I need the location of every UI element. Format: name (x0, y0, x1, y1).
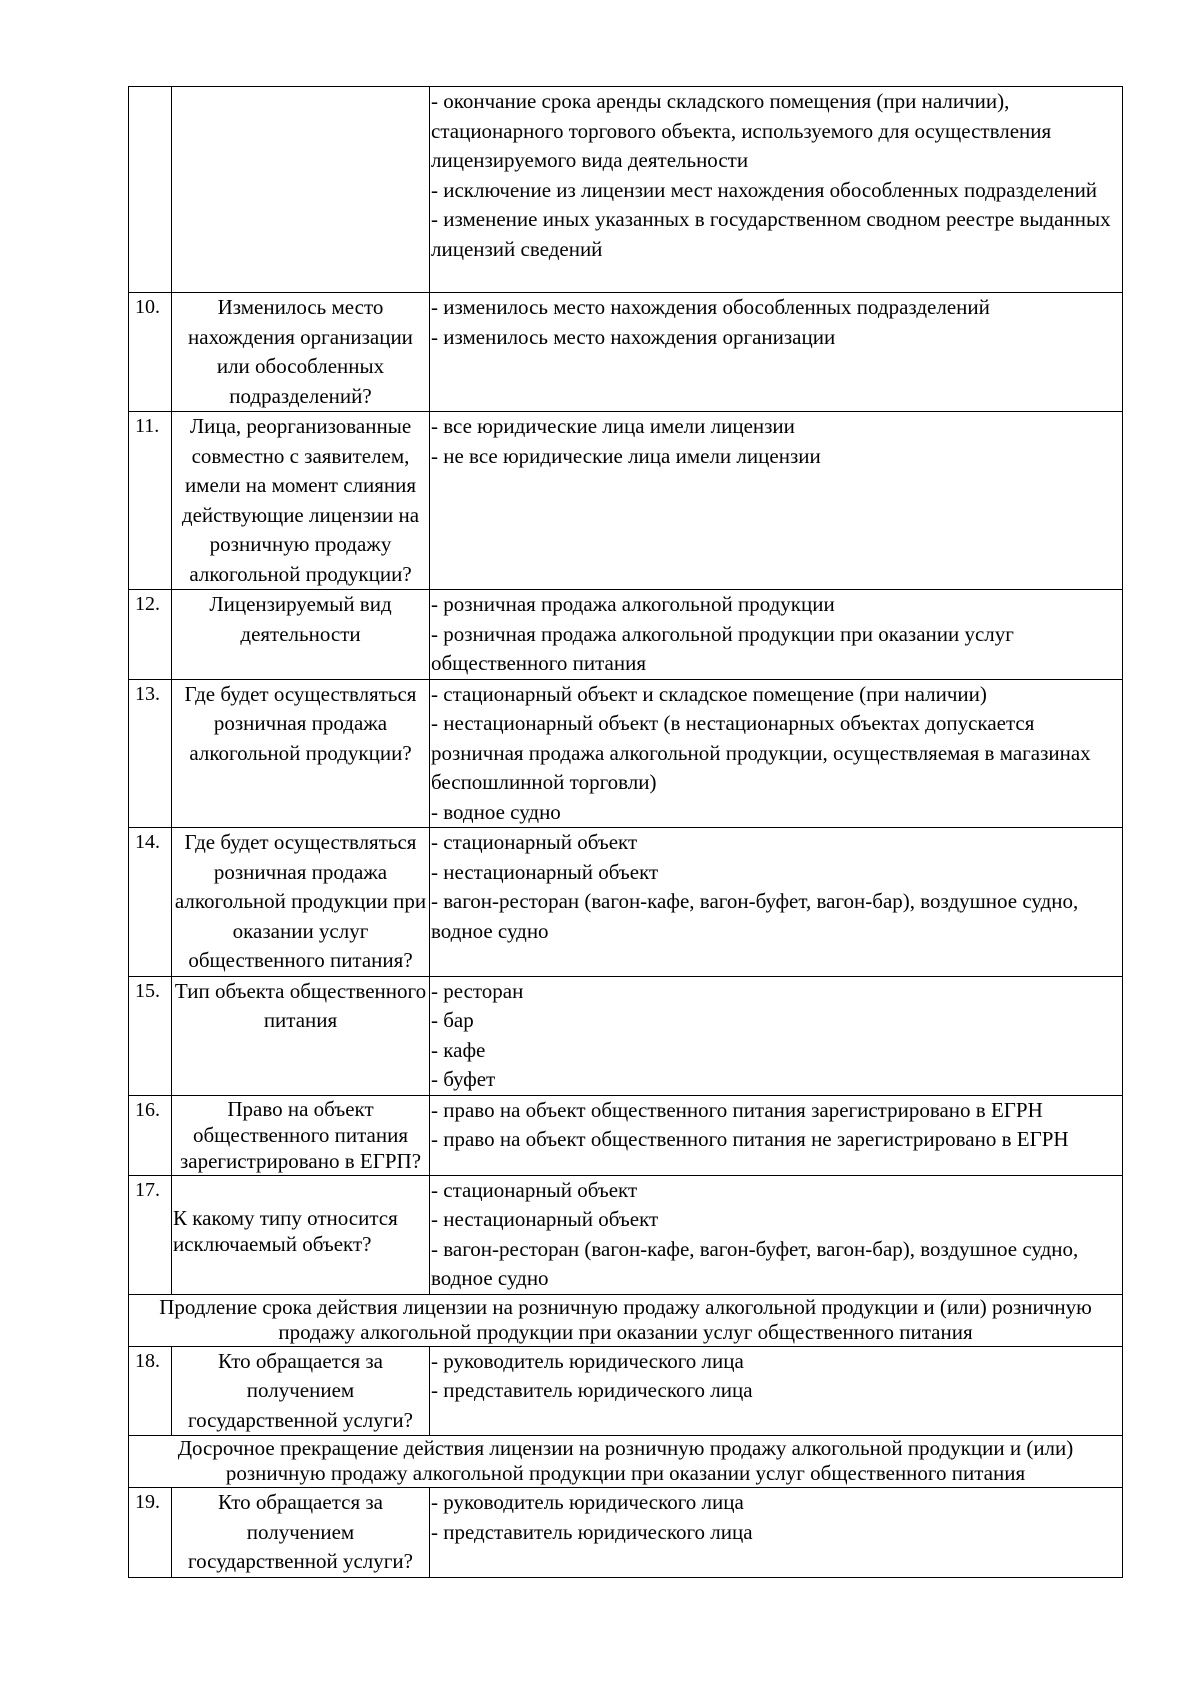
row-number: 13. (129, 679, 172, 828)
answer-option: - все юридические лица имели лицензии (431, 414, 795, 438)
answer-option: - представитель юридического лица (431, 1519, 753, 1544)
question-cell (172, 87, 430, 293)
table-row (129, 1488, 1123, 1578)
question-cell (172, 1175, 430, 1294)
question-cell: Кто обращается за получением государственной услуги? (172, 1488, 430, 1578)
answers-cell (430, 679, 1123, 828)
section-heading: Продление срока действия лицензии на розничную продажу алкогольной продукции и (или) розничную продажу алкогольной продукции при оказании услуг общественного питания (129, 1294, 1123, 1346)
question-cell (172, 1095, 430, 1175)
answers-cell (430, 590, 1123, 680)
answers-cell (430, 1488, 1123, 1578)
question-cell: Тип объекта общественного питания (172, 976, 430, 1095)
answer-option: - изменение иных указанных в государственном сводном реестре выданных лицензий сведений (431, 207, 1111, 261)
answers-cell (430, 976, 1123, 1095)
question-cell: Лицензируемый вид деятельности (172, 590, 430, 680)
answer-option: - водное судно (431, 799, 561, 824)
row-number: 11. (129, 412, 172, 590)
answer-option: - кафе (431, 1037, 486, 1062)
table-row (129, 976, 1123, 1095)
answer-option: - не все юридические лица имели лицензии (431, 443, 821, 468)
row-number: 15. (129, 976, 172, 1095)
answer-option: - нестационарный объект (в нестационарных объектах допускается розничная продажа алкогольной продукции, осуществляемая в магазинах беспошлинной торговли) (431, 711, 1091, 794)
answer-option: - окончание срока аренды складского помещения (при наличии), стационарного торгового объекта, используемого для осуществления лицензируемого вида деятельности (431, 89, 1052, 172)
question-cell: Изменилось место нахождения организации или обособленных подразделений? (172, 293, 430, 412)
table-row (129, 679, 1123, 828)
answers-cell (430, 87, 1123, 293)
table-row (129, 590, 1123, 680)
question-text: К какому типу относится исключаемый объект? (173, 1205, 398, 1256)
answers-cell (430, 1346, 1123, 1436)
answer-option: - буфет (431, 1067, 496, 1091)
table-row (129, 828, 1123, 977)
row-number: 18. (129, 1346, 172, 1436)
section-heading: Досрочное прекращение действия лицензии на розничную продажу алкогольной продукции и (или) розничную продажу алкогольной продукции при оказании услуг общественного питания (129, 1436, 1123, 1488)
row-number: 14. (129, 828, 172, 977)
question-cell: Где будет осуществляться розничная продажа алкогольной продукции? (172, 679, 430, 828)
table-row (129, 293, 1123, 412)
answer-option: - представитель юридического лица (431, 1378, 753, 1402)
question-cell: Лица, реорганизованные совместно с заявителем, имели на момент слияния действующие лицензии на розничную продажу алкогольной продукции? (172, 412, 430, 590)
answer-option: - розничная продажа алкогольной продукции при оказании услуг общественного питания (431, 621, 1014, 675)
answers-cell (430, 412, 1123, 590)
answer-option: - стационарный объект (431, 830, 638, 854)
table-row (129, 412, 1123, 590)
answer-option: - ресторан (431, 978, 524, 1003)
question-cell: Кто обращается за получением государственной услуги? (172, 1346, 430, 1436)
table-row (129, 87, 1123, 293)
row-number: 17. (129, 1175, 172, 1294)
table-row (129, 1346, 1123, 1436)
answer-option: - розничная продажа алкогольной продукции (431, 592, 835, 616)
section-row (129, 1436, 1123, 1488)
answer-option: - изменилось место нахождения организации (431, 324, 836, 349)
spacer (173, 1176, 428, 1205)
answer-option: - стационарный объект и складское помещение (при наличии) (431, 681, 987, 706)
answer-option: - право на объект общественного питания не зарегистрировано в ЕГРН (431, 1127, 1069, 1151)
answer-option: - вагон-ресторан (вагон-кафе, вагон-буфет, вагон-бар), воздушное судно, водное судно (431, 889, 1079, 943)
answers-cell (430, 828, 1123, 977)
row-number: 12. (129, 590, 172, 680)
question-text: Право на объект общественного питания зарегистрировано в ЕГРП? (179, 1096, 422, 1173)
answers-cell (430, 1095, 1123, 1175)
table-row (129, 1175, 1123, 1294)
answer-option: - бар (431, 1008, 474, 1032)
answers-cell (430, 1175, 1123, 1294)
answer-option: - стационарный объект (431, 1177, 638, 1202)
row-number (129, 87, 172, 293)
answer-option: - руководитель юридического лица (431, 1490, 744, 1514)
answer-option: - руководитель юридического лица (431, 1348, 744, 1373)
answer-option: - право на объект общественного питания зарегистрировано в ЕГРН (431, 1097, 1043, 1122)
answer-option: - исключение из лицензии мест нахождения обособленных подразделений (431, 177, 1098, 202)
answer-option: - изменилось место нахождения обособленных подразделений (431, 295, 990, 319)
row-number: 16. (129, 1095, 172, 1175)
section-row (129, 1294, 1123, 1346)
table-row (129, 1095, 1123, 1175)
question-cell: Где будет осуществляться розничная продажа алкогольной продукции при оказании услуг общественного питания? (172, 828, 430, 977)
row-number: 19. (129, 1488, 172, 1578)
services-questionnaire-table (128, 86, 1123, 1578)
row-number: 10. (129, 293, 172, 412)
answer-option: - нестационарный объект (431, 1207, 659, 1231)
answers-cell (430, 293, 1123, 412)
answer-option: - вагон-ресторан (вагон-кафе, вагон-буфет, вагон-бар), воздушное судно, водное судно (431, 1236, 1079, 1290)
answer-option: - нестационарный объект (431, 859, 659, 884)
